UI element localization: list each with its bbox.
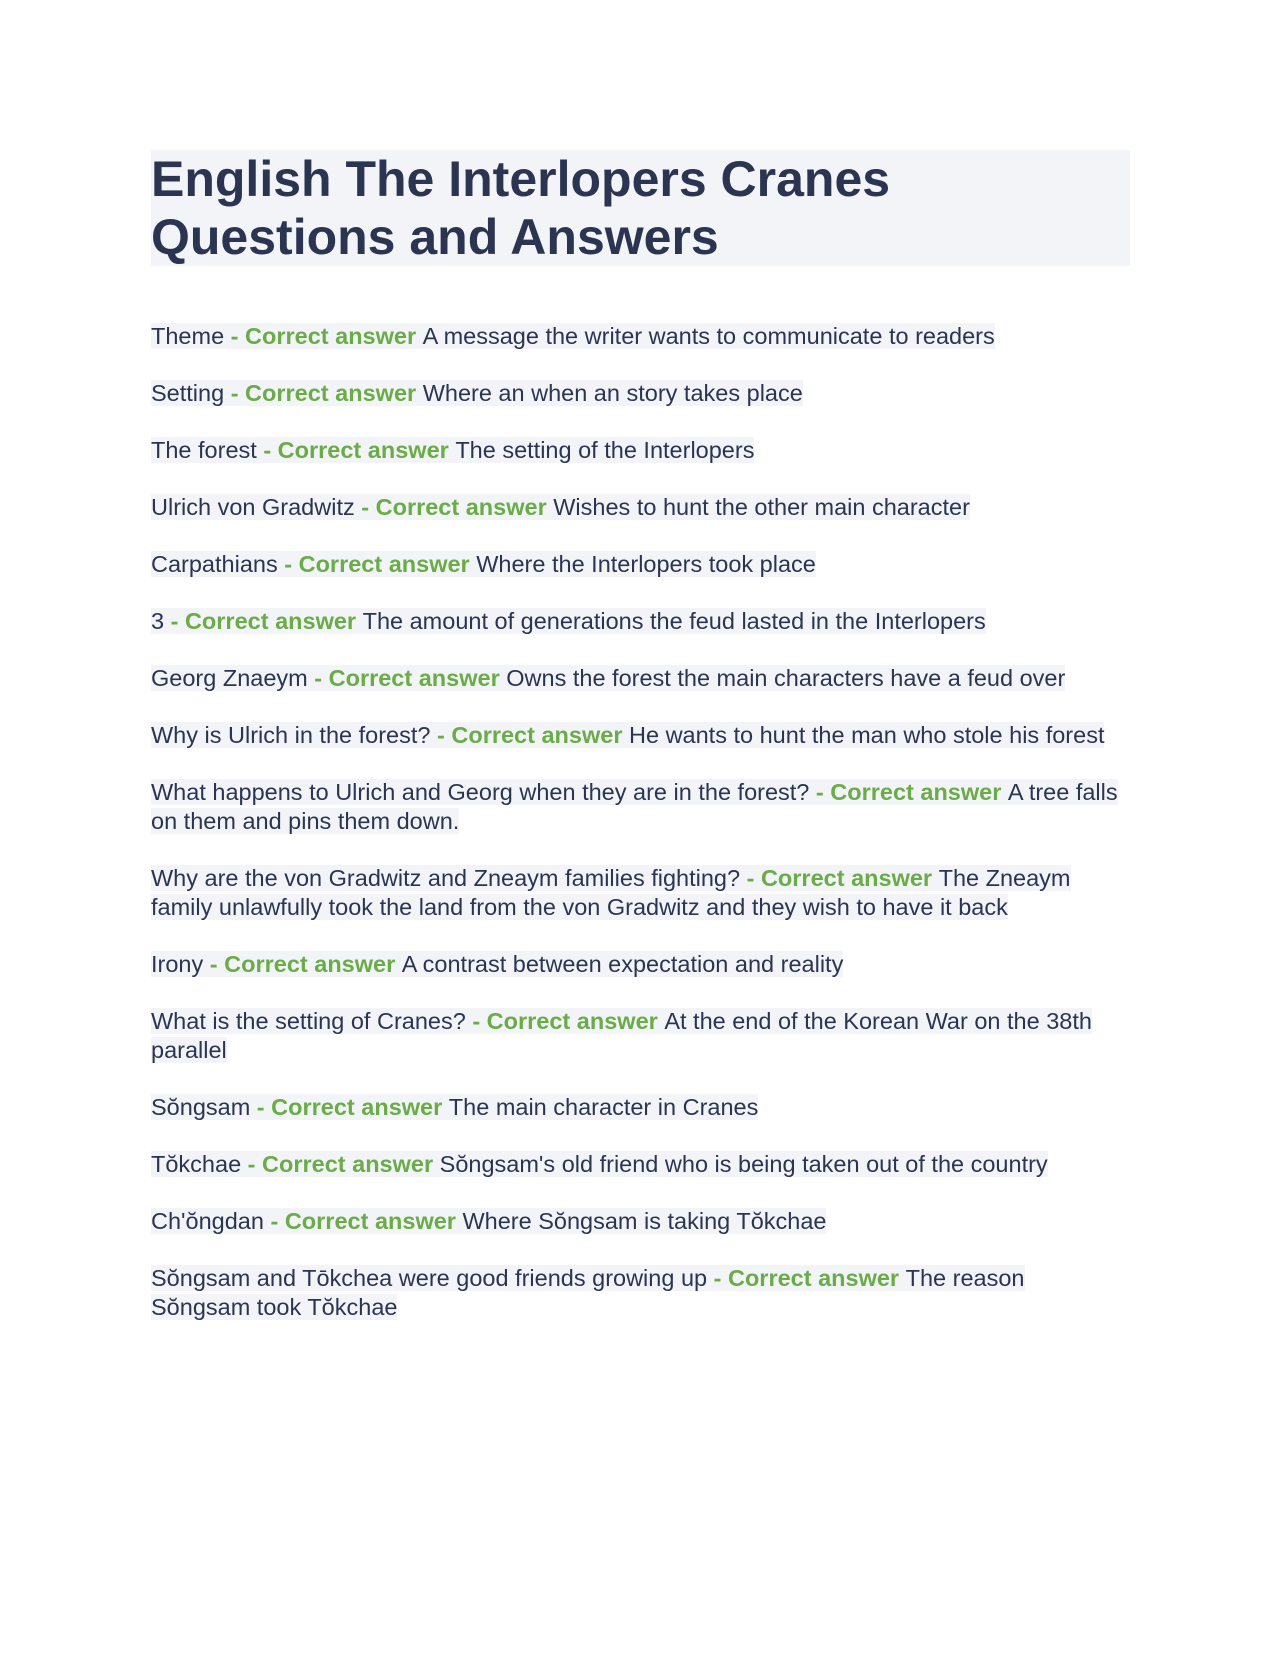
correct-answer-marker: - Correct answer bbox=[307, 665, 507, 691]
correct-answer-marker: - Correct answer bbox=[354, 494, 554, 520]
qa-list bbox=[151, 322, 1126, 1350]
question-text: Ulrich von Gradwitz bbox=[151, 494, 355, 520]
qa-item bbox=[151, 379, 1126, 408]
correct-answer-marker: - Correct answer bbox=[203, 951, 402, 977]
answer-text: The setting of the Interlopers bbox=[455, 437, 755, 463]
answer-text: A message the writer wants to communicate to readers bbox=[422, 323, 995, 349]
correct-answer-marker: - Correct answer bbox=[224, 380, 423, 406]
qa-item bbox=[151, 493, 1126, 522]
qa-item bbox=[151, 721, 1126, 750]
qa-item bbox=[151, 607, 1126, 636]
answer-text: A contrast between expectation and reality bbox=[401, 951, 844, 977]
correct-answer-marker: - Correct answer bbox=[256, 437, 456, 463]
qa-item bbox=[151, 950, 1126, 979]
answer-text: Owns the forest the main characters have a feud over bbox=[506, 665, 1066, 691]
qa-item bbox=[151, 864, 1126, 922]
question-text: Sŏngsam bbox=[151, 1094, 251, 1120]
correct-answer-marker: - Correct answer bbox=[740, 865, 939, 891]
question-text: The forest bbox=[151, 437, 257, 463]
qa-item bbox=[151, 1093, 1126, 1122]
qa-item bbox=[151, 1007, 1126, 1065]
question-text: Tŏkchae bbox=[151, 1151, 242, 1177]
correct-answer-marker: - Correct answer bbox=[241, 1151, 440, 1177]
question-text: Ch'ŏngdan bbox=[151, 1208, 264, 1234]
question-text: What happens to Ulrich and Georg when they are in the forest? bbox=[151, 779, 810, 805]
answer-text: Wishes to hunt the other main character bbox=[553, 494, 970, 520]
answer-text: Where an when an story takes place bbox=[422, 380, 803, 406]
question-text: Georg Znaeym bbox=[151, 665, 308, 691]
question-text: Why is Ulrich in the forest? bbox=[151, 722, 431, 748]
answer-text: A tree falls on them and pins them down. bbox=[151, 779, 1118, 834]
answer-text: He wants to hunt the man who stole his forest bbox=[629, 722, 1105, 748]
correct-answer-marker: - Correct answer bbox=[707, 1265, 906, 1291]
answer-text: The main character in Cranes bbox=[448, 1094, 759, 1120]
qa-item bbox=[151, 436, 1126, 465]
correct-answer-marker: - Correct answer bbox=[164, 608, 363, 634]
question-text: Irony bbox=[151, 951, 204, 977]
answer-text: Where the Interlopers took place bbox=[476, 551, 816, 577]
title-block bbox=[151, 150, 1130, 266]
correct-answer-marker: - Correct answer bbox=[277, 551, 477, 577]
question-text: 3 bbox=[151, 608, 165, 634]
question-text: Theme bbox=[151, 323, 225, 349]
question-text: Why are the von Gradwitz and Zneaym families fighting? bbox=[151, 865, 741, 891]
qa-item bbox=[151, 1264, 1126, 1322]
question-text: Carpathians bbox=[151, 551, 278, 577]
correct-answer-marker: - Correct answer bbox=[809, 779, 1008, 805]
page-title: English The Interlopers Cranes Questions and Answers bbox=[151, 151, 891, 265]
correct-answer-marker: - Correct answer bbox=[430, 722, 629, 748]
question-text: Sŏngsam and Tōkchea were good friends growing up bbox=[151, 1265, 708, 1291]
correct-answer-marker: - Correct answer bbox=[224, 323, 423, 349]
answer-text: The reason Sŏngsam took Tŏkchae bbox=[151, 1265, 1025, 1320]
qa-item bbox=[151, 664, 1126, 693]
question-text: Setting bbox=[151, 380, 225, 406]
correct-answer-marker: - Correct answer bbox=[465, 1008, 665, 1034]
question-text: What is the setting of Cranes? bbox=[151, 1008, 466, 1034]
answer-text: The Zneaym family unlawfully took the land from the von Gradwitz and they wish to have it back bbox=[151, 865, 1071, 920]
answer-text: Where Sŏngsam is taking Tŏkchae bbox=[462, 1208, 827, 1234]
qa-item bbox=[151, 550, 1126, 579]
answer-text: At the end of the Korean War on the 38th parallel bbox=[151, 1008, 1092, 1063]
correct-answer-marker: - Correct answer bbox=[250, 1094, 449, 1120]
answer-text: The amount of generations the feud lasted in the Interlopers bbox=[362, 608, 986, 634]
qa-item bbox=[151, 1207, 1126, 1236]
qa-item bbox=[151, 1150, 1126, 1179]
correct-answer-marker: - Correct answer bbox=[263, 1208, 463, 1234]
answer-text: Sŏngsam's old friend who is being taken out of the country bbox=[439, 1151, 1048, 1177]
qa-item bbox=[151, 778, 1126, 836]
qa-item bbox=[151, 322, 1126, 351]
